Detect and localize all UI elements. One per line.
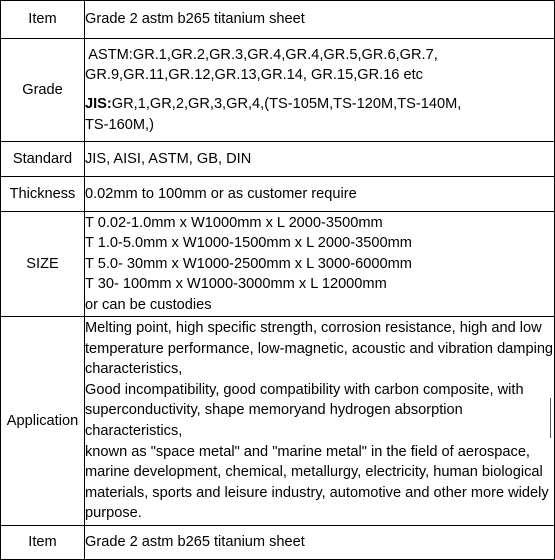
size-line: T 30- 100mm x W1000-3000mm x L 12000mm xyxy=(85,276,387,293)
grade-jis-line: TS-160M,) xyxy=(85,116,154,133)
application-paragraph: known as "space metal" and "marine metal" in the field of aerospace, marine development, chemical, metallurgy, electricity, human biological materials, sports and leisure industry, automotive and other more widely purpose. xyxy=(85,443,549,522)
table-row xyxy=(1,142,555,177)
size-line: T 5.0- 30mm x W1000-2500mm x L 3000-6000mm xyxy=(85,255,412,272)
item-label: Item xyxy=(1,1,85,39)
application-paragraph: Good incompatibility, good compatibility with carbon composite, with superconductivity, shape memoryand hydrogen absorption characteristics, xyxy=(85,381,524,439)
thickness-value: 0.02mm to 100mm or as customer require xyxy=(85,177,555,212)
thickness-label: Thickness xyxy=(1,177,85,212)
table-row xyxy=(1,177,555,212)
item-label: Item xyxy=(1,526,85,560)
size-line: or can be custodies xyxy=(85,296,212,313)
application-label: Application xyxy=(1,317,85,526)
standard-value: JIS, AISI, ASTM, GB, DIN xyxy=(85,142,555,177)
item-value: Grade 2 astm b265 titanium sheet xyxy=(85,1,555,39)
table-row xyxy=(1,212,555,317)
table-row xyxy=(1,526,555,560)
size-line: T 0.02-1.0mm x W1000mm x L 2000-3500mm xyxy=(85,214,383,231)
size-value xyxy=(85,212,555,317)
table-row xyxy=(1,39,555,142)
standard-label: Standard xyxy=(1,142,85,177)
application-value xyxy=(85,317,555,526)
size-label: SIZE xyxy=(1,212,85,317)
spacer xyxy=(85,86,554,94)
scrollbar-handle[interactable] xyxy=(550,398,554,438)
table-row xyxy=(1,317,555,526)
application-paragraph: Melting point, high specific strength, corrosion resistance, high and low temperature performance, low-magnetic, acoustic and vibration damping characteristics, xyxy=(85,320,554,378)
grade-label: Grade xyxy=(1,39,85,142)
size-line: T 1.0-5.0mm x W1000-1500mm x L 2000-3500mm xyxy=(85,235,412,252)
jis-prefix: JIS: xyxy=(85,96,112,112)
grade-astm-line: GR.9,GR.11,GR.12,GR.13,GR.14, GR.15,GR.16 etc xyxy=(85,67,423,84)
jis-values: GR,1,GR,2,GR,3,GR,4,(TS-105M,TS-120M,TS-140M, xyxy=(111,96,462,112)
item-value: Grade 2 astm b265 titanium sheet xyxy=(85,526,555,560)
table-row xyxy=(1,1,555,39)
grade-astm-line: ASTM:GR.1,GR.2,GR.3,GR.4,GR.4,GR.5,GR.6,GR.7, xyxy=(85,46,438,63)
grade-jis-line xyxy=(85,94,554,115)
grade-value xyxy=(85,39,555,142)
